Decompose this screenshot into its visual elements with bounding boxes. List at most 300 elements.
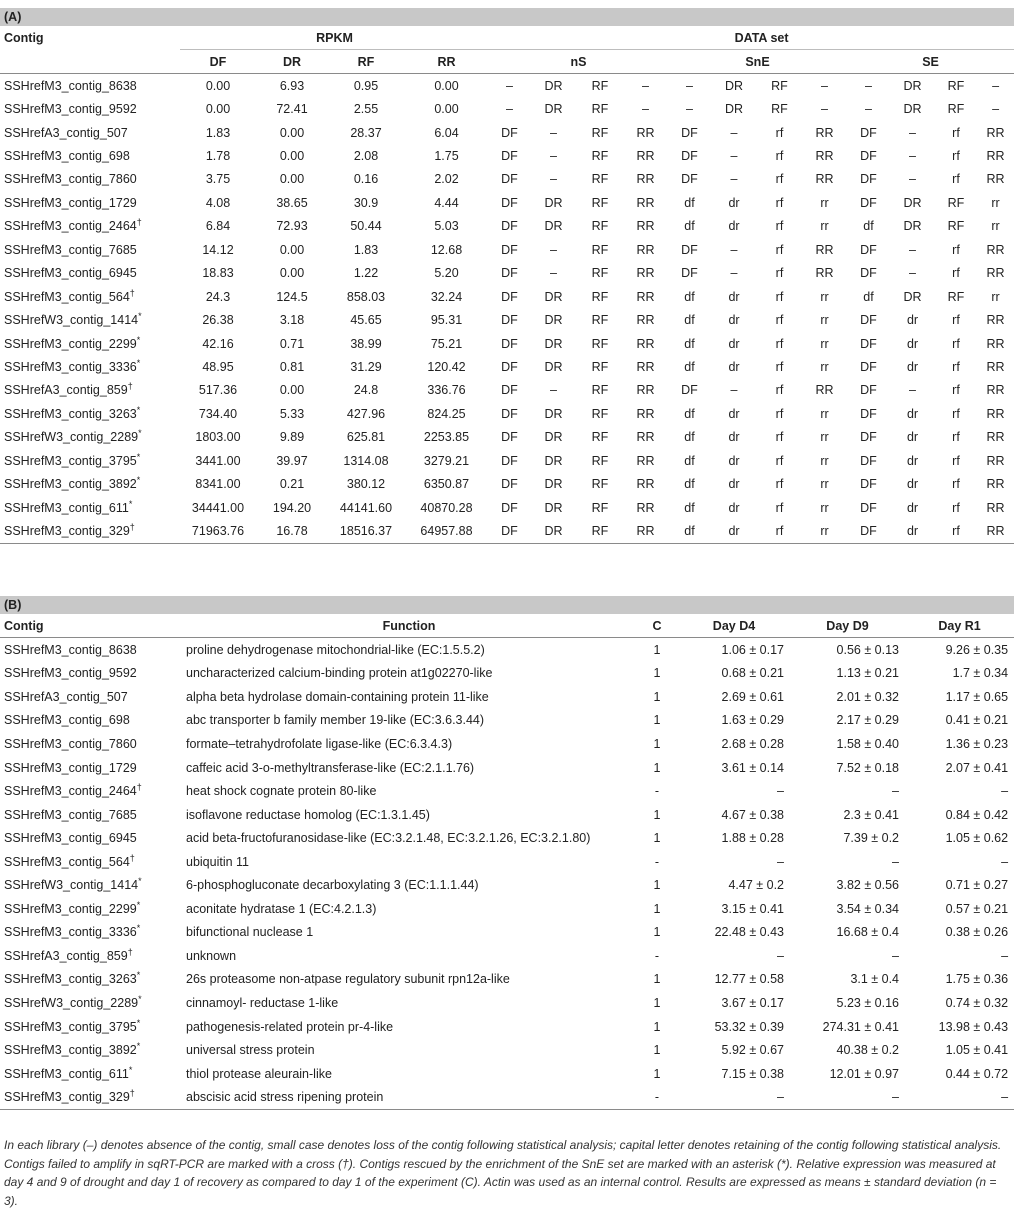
dataset-cell: DF xyxy=(501,500,518,515)
dataset-cell: RR xyxy=(815,242,834,257)
dataset-cell: dr xyxy=(728,336,740,351)
dataset-cell: dr xyxy=(890,519,935,543)
day-r1-cell: 0.57 ± 0.21 xyxy=(945,901,1009,916)
section-b-bar xyxy=(0,596,1014,614)
dataset-cell: rf xyxy=(952,125,960,140)
contig-name: SSHrefM3_contig_329 xyxy=(4,524,130,539)
function-cell: uncharacterized calcium-binding protein at1g02270-like xyxy=(186,666,493,681)
dataset-cell: – xyxy=(550,383,557,398)
dataset-cell: rf xyxy=(952,242,960,257)
dataset-cell: – xyxy=(550,266,557,281)
dataset-cell: df xyxy=(668,519,711,543)
dataset-cell: rf xyxy=(952,172,960,187)
dataset-cell: DR xyxy=(544,78,563,93)
dataset-cell: RR xyxy=(986,266,1005,281)
table-row xyxy=(0,449,1014,472)
function-cell: abc transporter b family member 19-like (EC:3.6.3.44) xyxy=(186,713,485,728)
contig-name: SSHrefM3_contig_2464 xyxy=(4,784,137,799)
rpkm-cell: 38.65 xyxy=(276,195,308,210)
rpkm-cell: 858.03 xyxy=(346,289,386,304)
dataset-cell: RF xyxy=(591,477,609,492)
dataset-cell: df xyxy=(684,430,695,445)
contig-name: SSHrefM3_contig_698 xyxy=(4,713,130,728)
dataset-cell: DF xyxy=(860,430,877,445)
rpkm-cell: 1803.00 xyxy=(195,430,241,445)
contig-mark: † xyxy=(136,781,142,792)
dataset-cell: dr xyxy=(728,313,740,328)
day-r1-cell: 13.98 ± 0.43 xyxy=(938,1019,1009,1034)
table-row xyxy=(0,944,1014,968)
dataset-cell: RF xyxy=(591,125,609,140)
rpkm-cell: 18.83 xyxy=(202,266,234,281)
dataset-cell: DF xyxy=(501,430,518,445)
contig-cell xyxy=(0,1015,182,1039)
dataset-cell: rr xyxy=(820,430,829,445)
dataset-cell: DF xyxy=(501,195,518,210)
dataset-cell: RR xyxy=(815,125,834,140)
control-cell: 1 xyxy=(653,1043,661,1058)
dataset-cell: dr xyxy=(728,359,740,374)
dataset-cell: dr xyxy=(728,219,740,234)
day-d9-cell: 3.1 ± 0.4 xyxy=(850,972,899,987)
day-d4-cell: 22.48 ± 0.43 xyxy=(714,925,784,940)
contig-name: SSHrefA3_contig_859 xyxy=(4,383,128,398)
dataset-cell: rf xyxy=(952,406,960,421)
dataset-cell: DR xyxy=(903,78,922,93)
dataset-cell: – xyxy=(506,78,513,93)
dataset-cell: DR xyxy=(530,519,577,543)
contig-cell xyxy=(0,826,182,850)
contig-name: SSHrefM3_contig_3795 xyxy=(4,1019,137,1034)
rpkm-cell: 45.65 xyxy=(350,313,382,328)
rpkm-group-header: RPKM xyxy=(180,26,489,50)
dataset-cell: dr xyxy=(906,406,919,421)
day-d4-cell: 5.92 ± 0.67 xyxy=(721,1043,784,1058)
dataset-cell: RR xyxy=(636,383,655,398)
contig-name: SSHrefM3_contig_3892 xyxy=(4,477,137,492)
dataset-cell: – xyxy=(821,102,828,117)
dataset-cell: RR xyxy=(636,125,655,140)
contig-mark: * xyxy=(136,899,141,910)
dataset-cell: RR xyxy=(986,313,1005,328)
contig-cell xyxy=(0,308,180,331)
day-d4-cell: 3.67 ± 0.17 xyxy=(721,995,784,1010)
contig-name: SSHrefM3_contig_7685 xyxy=(4,242,137,257)
table-b-header xyxy=(0,614,1014,638)
dataset-cell: rf xyxy=(952,500,960,515)
dataset-cell: rr xyxy=(820,453,829,468)
table-row xyxy=(0,897,1014,921)
col-se-header: SE xyxy=(847,50,1014,74)
function-cell: caffeic acid 3-o-methyltransferase-like (EC:2.1.1.76) xyxy=(186,760,475,775)
dataset-cell: rf xyxy=(775,406,784,421)
dataset-cell: DF xyxy=(860,453,877,468)
day-d4-cell: 0.68 ± 0.21 xyxy=(721,666,784,681)
section-a-label: (A) xyxy=(0,8,1014,26)
contig-name: SSHrefW3_contig_2289 xyxy=(4,430,139,445)
contig-mark: * xyxy=(128,1064,133,1075)
dataset-cell: RR xyxy=(986,242,1005,257)
dataset-cell: rr xyxy=(991,289,1000,304)
contig-cell xyxy=(0,144,180,167)
dataset-cell: RF xyxy=(947,195,965,210)
contig-name: SSHrefA3_contig_507 xyxy=(4,689,128,704)
table-row xyxy=(0,756,1014,780)
rpkm-cell: 48.95 xyxy=(202,359,234,374)
day-d4-cell: – xyxy=(678,1085,790,1109)
day-r1-cell: 2.07 ± 0.41 xyxy=(945,760,1009,775)
contig-cell xyxy=(0,1038,182,1062)
col-contig-header: Contig xyxy=(0,614,182,638)
dataset-cell: DF xyxy=(681,266,698,281)
dataset-cell: DR xyxy=(724,78,744,93)
dataset-cell: DR xyxy=(544,500,563,515)
dataset-cell: – xyxy=(992,78,1000,93)
contig-name: SSHrefM3_contig_3263 xyxy=(4,406,137,421)
dataset-cell: DF xyxy=(681,242,698,257)
dataset-cell: DR xyxy=(724,102,744,117)
dataset-cell: DF xyxy=(860,266,877,281)
table-row xyxy=(0,991,1014,1015)
dataset-cell: – xyxy=(909,266,916,281)
dataset-cell: – xyxy=(909,172,916,187)
dataset-cell: rf xyxy=(775,313,784,328)
contig-cell xyxy=(0,991,182,1015)
dataset-cell: rf xyxy=(775,430,784,445)
dataset-cell: DF xyxy=(501,219,518,234)
dataset-cell: DF xyxy=(501,289,518,304)
table-b xyxy=(0,596,1014,1110)
dataset-cell: DR xyxy=(544,289,563,304)
dataset-cell: – xyxy=(550,172,557,187)
table-row xyxy=(0,709,1014,733)
table-row xyxy=(0,826,1014,850)
dataset-cell: dr xyxy=(728,430,740,445)
dataset-cell: rf xyxy=(952,149,960,164)
day-d9-cell: 3.54 ± 0.34 xyxy=(836,901,899,916)
contig-mark: * xyxy=(138,310,142,321)
table-row xyxy=(0,662,1014,686)
section-b-label: (B) xyxy=(0,596,1014,614)
control-cell: 1 xyxy=(653,1019,661,1034)
table-row xyxy=(0,472,1014,495)
day-d4-cell: – xyxy=(777,948,784,963)
dataset-cell: RR xyxy=(986,172,1005,187)
contig-mark: † xyxy=(129,852,135,863)
dataset-cell: – xyxy=(642,78,649,93)
day-d9-cell: 1.13 ± 0.21 xyxy=(836,666,899,681)
dataset-cell: df xyxy=(684,313,695,328)
function-cell: abscisic acid stress ripening protein xyxy=(182,1085,636,1109)
rpkm-cell: 2253.85 xyxy=(423,430,470,445)
rpkm-cell: 24.8 xyxy=(353,383,379,398)
dataset-cell: RR xyxy=(986,359,1005,374)
contig-mark: * xyxy=(136,923,141,934)
dataset-cell: – xyxy=(686,102,693,117)
dataset-cell: DF xyxy=(501,336,518,351)
rpkm-cell: 0.00 xyxy=(205,78,231,93)
dataset-cell: rr xyxy=(820,336,829,351)
day-r1-cell: – xyxy=(1001,854,1009,869)
day-d9-cell: 40.38 ± 0.2 xyxy=(836,1043,899,1058)
dataset-cell: dr xyxy=(728,195,740,210)
day-d4-cell: 3.15 ± 0.41 xyxy=(721,901,784,916)
control-cell: - xyxy=(654,784,660,799)
contig-cell xyxy=(0,215,180,238)
contig-cell xyxy=(0,873,182,897)
rpkm-cell: 71963.76 xyxy=(180,519,256,543)
rpkm-cell: 0.00 xyxy=(279,172,305,187)
table-a-subheader xyxy=(0,50,1014,74)
dataset-cell: DF xyxy=(860,149,877,164)
dataset-cell: rr xyxy=(991,195,1000,210)
contig-name: SSHrefW3_contig_2289 xyxy=(4,995,139,1010)
table-row xyxy=(0,496,1014,519)
function-cell: heat shock cognate protein 80-like xyxy=(186,784,377,799)
dataset-cell: DF xyxy=(860,406,877,421)
dataset-cell: RF xyxy=(591,172,609,187)
day-d9-cell: 2.17 ± 0.29 xyxy=(836,713,899,728)
table-row xyxy=(0,519,1014,543)
contig-name: SSHrefM3_contig_564 xyxy=(4,854,130,869)
control-cell: 1 xyxy=(653,642,661,657)
dataset-cell: DF xyxy=(860,477,877,492)
dataset-cell: RR xyxy=(623,519,668,543)
dataset-cell: RR xyxy=(986,406,1005,421)
contig-mark: * xyxy=(136,451,141,462)
day-d4-cell: 12.77 ± 0.58 xyxy=(714,972,784,987)
contig-cell xyxy=(0,121,180,144)
dataset-cell: – xyxy=(992,102,1000,117)
dataset-cell: RF xyxy=(591,219,609,234)
rpkm-cell: 4.08 xyxy=(205,195,231,210)
rpkm-cell: 75.21 xyxy=(430,336,463,351)
dataset-cell: DF xyxy=(860,195,877,210)
day-d4-cell: – xyxy=(777,854,784,869)
day-d4-cell: 1.88 ± 0.28 xyxy=(721,831,784,846)
day-r1-cell: 1.17 ± 0.65 xyxy=(945,689,1009,704)
dataset-cell: rf xyxy=(952,383,960,398)
contig-name: SSHrefM3_contig_329 xyxy=(4,1090,130,1105)
contig-cell xyxy=(0,709,182,733)
rpkm-cell: 72.41 xyxy=(276,102,308,117)
dataset-cell: df xyxy=(684,500,695,515)
dataset-cell: rr xyxy=(820,219,829,234)
dataset-cell: RF xyxy=(591,383,609,398)
dataset-cell: RR xyxy=(636,430,655,445)
dataset-cell: DF xyxy=(501,359,518,374)
table-row xyxy=(0,803,1014,827)
dataset-cell: RF xyxy=(591,195,609,210)
contig-name: SSHrefM3_contig_1729 xyxy=(4,760,137,775)
function-cell: 26s proteasome non-atpase regulatory subunit rpn12a-like xyxy=(186,972,510,987)
function-cell: universal stress protein xyxy=(186,1043,315,1058)
dataset-cell: RF xyxy=(591,149,609,164)
dataset-cell: RF xyxy=(591,78,609,93)
dataset-cell: DR xyxy=(544,195,563,210)
contig-mark: † xyxy=(127,946,133,957)
contig-mark: * xyxy=(136,357,141,368)
dataset-cell: – xyxy=(909,149,916,164)
rpkm-cell: 120.42 xyxy=(427,359,466,374)
dataset-cell: rf xyxy=(952,359,960,374)
col-rr-header: RR xyxy=(404,50,489,74)
dataset-cell: rf xyxy=(775,125,784,140)
day-d9-cell: 12.01 ± 0.97 xyxy=(829,1066,899,1081)
dataset-cell: dr xyxy=(728,477,740,492)
dataset-cell: DF xyxy=(501,406,518,421)
dataset-cell: rf xyxy=(775,336,784,351)
dataset-cell: RR xyxy=(636,242,655,257)
control-cell: 1 xyxy=(653,925,661,940)
day-r1-cell: 1.05 ± 0.41 xyxy=(945,1043,1009,1058)
dataset-cell: rf xyxy=(775,266,784,281)
dataset-cell: RF xyxy=(591,102,609,117)
dataset-cell: DF xyxy=(681,172,698,187)
rpkm-cell: 336.76 xyxy=(427,383,466,398)
dataset-cell: dr xyxy=(906,313,919,328)
contig-name: SSHrefM3_contig_8638 xyxy=(4,642,137,657)
contig-cell xyxy=(0,74,180,98)
dataset-cell: DF xyxy=(501,172,518,187)
table-a-group-header xyxy=(0,26,1014,50)
dataset-cell: RR xyxy=(636,149,655,164)
contig-cell xyxy=(0,191,180,214)
dataset-cell: rf xyxy=(775,359,784,374)
dataset-cell: dr xyxy=(906,453,919,468)
col-c-header: C xyxy=(636,614,678,638)
table-row xyxy=(0,1038,1014,1062)
dataset-cell: RF xyxy=(591,500,609,515)
dataset-cell: RR xyxy=(636,219,655,234)
dataset-cell: rf xyxy=(775,195,784,210)
day-r1-cell: 1.7 ± 0.34 xyxy=(952,666,1009,681)
dataset-cell: df xyxy=(684,359,695,374)
dataset-cell: RR xyxy=(986,430,1005,445)
contig-mark: * xyxy=(138,993,142,1004)
dataset-cell: DR xyxy=(544,313,563,328)
dataset-cell: RR xyxy=(815,383,834,398)
contig-mark: † xyxy=(127,381,133,392)
contig-cell xyxy=(0,897,182,921)
dataset-cell: RR xyxy=(636,195,655,210)
contig-cell xyxy=(0,355,180,378)
contig-name: SSHrefM3_contig_7685 xyxy=(4,807,137,822)
rpkm-cell: 0.71 xyxy=(279,336,305,351)
rpkm-cell: 3.75 xyxy=(205,172,231,187)
table-row xyxy=(0,1015,1014,1039)
contig-cell xyxy=(0,921,182,945)
dataset-cell: rf xyxy=(952,477,960,492)
dataset-cell: DR xyxy=(544,477,563,492)
day-d9-cell: 2.01 ± 0.32 xyxy=(836,689,899,704)
dataset-cell: rf xyxy=(952,266,960,281)
dataset-cell: RF xyxy=(947,78,965,93)
day-d4-cell: 1.06 ± 0.17 xyxy=(721,642,784,657)
rpkm-cell: 0.00 xyxy=(279,266,305,281)
dataset-cell: RF xyxy=(591,336,609,351)
dataset-cell: DF xyxy=(681,149,698,164)
contig-name: SSHrefM3_contig_9592 xyxy=(4,102,137,117)
dataset-cell: RR xyxy=(636,313,655,328)
contig-cell xyxy=(0,519,180,543)
contig-mark: * xyxy=(136,404,141,415)
function-cell: isoflavone reductase homolog (EC:1.3.1.45) xyxy=(186,807,430,822)
contig-name: SSHrefM3_contig_2464 xyxy=(4,219,137,234)
dataset-cell: DR xyxy=(903,102,922,117)
contig-name: SSHrefM3_contig_611 xyxy=(4,1066,129,1081)
function-cell: aconitate hydratase 1 (EC:4.2.1.3) xyxy=(186,901,377,916)
day-d9-cell: 7.39 ± 0.2 xyxy=(843,831,899,846)
day-r1-cell: 0.71 ± 0.27 xyxy=(945,878,1009,893)
rpkm-cell: 1314.08 xyxy=(343,453,389,468)
dataset-cell: rr xyxy=(820,195,829,210)
rpkm-cell: 427.96 xyxy=(346,406,386,421)
contig-cell xyxy=(0,449,180,472)
rpkm-cell: 5.33 xyxy=(279,406,305,421)
dataset-cell: RR xyxy=(986,149,1005,164)
day-r1-cell: 0.38 ± 0.26 xyxy=(945,925,1009,940)
function-cell: acid beta-fructofuranosidase-like (EC:3.2.1.48, EC:3.2.1.26, EC:3.2.1.80) xyxy=(186,831,591,846)
day-d9-cell: – xyxy=(892,784,899,799)
contig-mark: † xyxy=(129,287,135,298)
contig-cell xyxy=(0,1085,182,1109)
contig-cell xyxy=(0,685,182,709)
day-d4-cell: 4.47 ± 0.2 xyxy=(728,878,784,893)
contig-cell xyxy=(0,426,180,449)
dataset-cell: rr xyxy=(820,289,829,304)
day-r1-cell: 1.05 ± 0.62 xyxy=(945,831,1009,846)
dataset-cell: dr xyxy=(728,500,740,515)
dataset-cell: – xyxy=(550,125,557,140)
rpkm-cell: 30.9 xyxy=(353,195,379,210)
contig-name: SSHrefA3_contig_859 xyxy=(4,948,128,963)
contig-name: SSHrefM3_contig_6945 xyxy=(4,266,137,281)
col-day-r1-header: Day R1 xyxy=(905,614,1014,638)
contig-name: SSHrefW3_contig_1414 xyxy=(4,878,139,893)
rpkm-cell: 625.81 xyxy=(346,430,386,445)
dataset-cell: rf xyxy=(952,313,960,328)
dataset-cell: DR xyxy=(544,102,563,117)
contig-cell xyxy=(0,496,180,519)
table-row xyxy=(0,355,1014,378)
rpkm-cell: 824.25 xyxy=(427,406,466,421)
dataset-cell: – xyxy=(909,383,916,398)
table-row xyxy=(0,215,1014,238)
contig-cell xyxy=(0,238,180,261)
rpkm-cell: 44141.60 xyxy=(339,500,393,515)
rpkm-cell: 42.16 xyxy=(202,336,234,351)
contig-name: SSHrefM3_contig_3795 xyxy=(4,453,137,468)
day-d9-cell: 3.82 ± 0.56 xyxy=(836,878,899,893)
dataset-cell: dr xyxy=(906,477,919,492)
dataset-cell: – xyxy=(909,125,916,140)
control-cell: 1 xyxy=(653,713,661,728)
day-r1-cell: 9.26 ± 0.35 xyxy=(945,642,1009,657)
day-r1-cell: 1.36 ± 0.23 xyxy=(945,736,1009,751)
rpkm-cell: 0.00 xyxy=(205,102,231,117)
contig-cell xyxy=(0,803,182,827)
rpkm-cell: 3441.00 xyxy=(195,453,241,468)
rpkm-cell: 1.22 xyxy=(353,266,379,281)
contig-name: SSHrefM3_contig_3263 xyxy=(4,972,137,987)
day-d9-cell: – xyxy=(790,1085,905,1109)
col-ns-header: nS xyxy=(489,50,668,74)
dataset-cell: RR xyxy=(977,519,1014,543)
rpkm-cell: 8341.00 xyxy=(195,477,241,492)
dataset-cell: RR xyxy=(636,453,655,468)
day-r1-cell: 0.41 ± 0.21 xyxy=(945,713,1009,728)
